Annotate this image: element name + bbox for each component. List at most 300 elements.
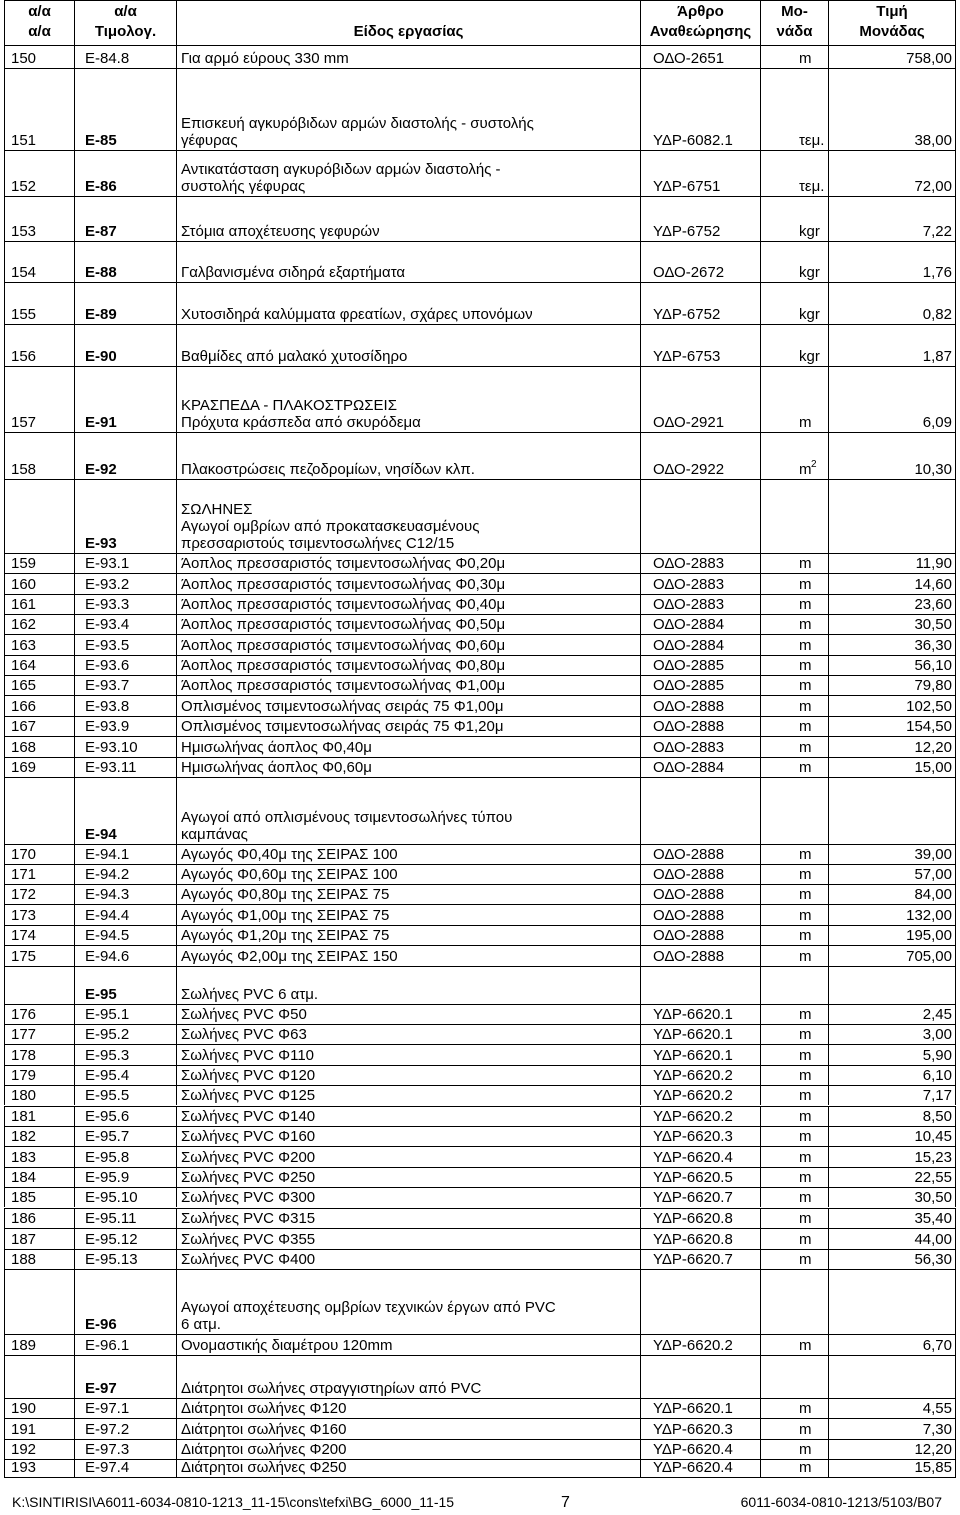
- cell-article: ΥΔΡ-6620.5: [640, 1167, 760, 1187]
- cell-unit: kgr: [760, 196, 828, 241]
- cell-unit: m 2: [760, 432, 828, 479]
- cell-description: Άοπλος πρεσσαριστός τσιμεντοσωλήνας Φ0,20μ: [176, 553, 640, 573]
- cell-description: Ονομαστικής διαμέτρου 120mm: [176, 1334, 640, 1355]
- cell-unit: [760, 1269, 828, 1334]
- cell-price: 7,17: [828, 1085, 956, 1105]
- table-row: [4, 1334, 956, 1355]
- cell-code: Ε-93.8: [74, 695, 176, 716]
- cell-code: Ε-94.5: [74, 925, 176, 945]
- cell-aa: [4, 777, 74, 844]
- cell-aa: 166: [4, 695, 74, 716]
- cell-price: 79,80: [828, 675, 956, 695]
- table-row: [4, 966, 956, 1004]
- cell-aa: 152: [4, 150, 74, 196]
- cell-description: Διάτρητοι σωλήνες Φ160: [176, 1418, 640, 1439]
- cell-aa: 178: [4, 1044, 74, 1065]
- table-row: [4, 1044, 956, 1065]
- table-row: [4, 864, 956, 884]
- cell-unit: m: [760, 884, 828, 904]
- cell-article: ΥΔΡ-6620.7: [640, 1249, 760, 1269]
- table-row: [4, 1418, 956, 1439]
- cell-unit: m: [760, 1044, 828, 1065]
- cell-aa: 165: [4, 675, 74, 695]
- cell-code: Ε-95.8: [74, 1146, 176, 1167]
- cell-unit: m: [760, 594, 828, 614]
- cell-description: Σωλήνες PVC Φ120: [176, 1065, 640, 1085]
- cell-aa: 182: [4, 1126, 74, 1146]
- cell-aa: 151: [4, 68, 74, 150]
- page-number: 7: [561, 1494, 570, 1511]
- cell-code: Ε-97.4: [74, 1459, 176, 1477]
- cell-price: 7,30: [828, 1418, 956, 1439]
- footer-document-ref: 6011-6034-0810-1213/5103/B07: [740, 1494, 942, 1510]
- cell-code: Ε-95.12: [74, 1228, 176, 1249]
- cell-article: ΟΔΟ-2888: [640, 884, 760, 904]
- cell-article: ΥΔΡ-6620.1: [640, 1044, 760, 1065]
- cell-price: 0,82: [828, 282, 956, 324]
- cell-aa: 171: [4, 864, 74, 884]
- cell-description: Αγωγοί από οπλισμένους τσιμεντοσωλήνες τύπου καμπάνας: [176, 777, 640, 844]
- cell-description: Σωλήνες PVC Φ50: [176, 1004, 640, 1024]
- header-unit-price: Τιμή Μονάδας: [828, 0, 956, 45]
- cell-unit: m: [760, 1187, 828, 1207]
- cell-code: Ε-97.2: [74, 1418, 176, 1439]
- cell-description: ΣΩΛΗΝΕΣ Αγωγοί ομβρίων από προκατασκευασμένους πρεσσαριστούς τσιμεντοσωλήνες C12/15: [176, 479, 640, 553]
- cell-unit: m: [760, 736, 828, 757]
- cell-code: Ε-97: [74, 1355, 176, 1398]
- table-row: [4, 695, 956, 716]
- table-row: [4, 844, 956, 864]
- cell-aa: 167: [4, 716, 74, 736]
- cell-article: ΥΔΡ-6620.2: [640, 1085, 760, 1105]
- cell-price: 132,00: [828, 904, 956, 925]
- cell-aa: 160: [4, 573, 74, 594]
- cell-code: Ε-96.1: [74, 1334, 176, 1355]
- cell-code: Ε-94: [74, 777, 176, 844]
- table-row: [4, 241, 956, 282]
- cell-description: Αγωγός Φ2,00μ της ΣΕΙΡΑΣ 150: [176, 945, 640, 966]
- table-row: [4, 904, 956, 925]
- cell-aa: 172: [4, 884, 74, 904]
- cell-code: Ε-93.6: [74, 655, 176, 675]
- cell-description: Αγωγός Φ1,00μ της ΣΕΙΡΑΣ 75: [176, 904, 640, 925]
- cell-price: 23,60: [828, 594, 956, 614]
- cell-description: Διάτρητοι σωλήνες στραγγιστηρίων από PVC: [176, 1355, 640, 1398]
- cell-unit: m: [760, 904, 828, 925]
- cell-unit: m: [760, 695, 828, 716]
- cell-description: Άοπλος πρεσσαριστός τσιμεντοσωλήνας Φ0,80μ: [176, 655, 640, 675]
- cell-description: Αγωγός Φ0,40μ της ΣΕΙΡΑΣ 100: [176, 844, 640, 864]
- cell-code: Ε-95.1: [74, 1004, 176, 1024]
- cell-article: ΥΔΡ-6620.1: [640, 1004, 760, 1024]
- cell-aa: 184: [4, 1167, 74, 1187]
- cell-unit: m: [760, 553, 828, 573]
- cell-description: Σωλήνες PVC Φ250: [176, 1167, 640, 1187]
- cell-price: 11,90: [828, 553, 956, 573]
- cell-description: Βαθμίδες από μαλακό χυτοσίδηρο: [176, 324, 640, 366]
- cell-article: ΥΔΡ-6620.7: [640, 1187, 760, 1207]
- cell-aa: 170: [4, 844, 74, 864]
- cell-code: Ε-93.7: [74, 675, 176, 695]
- cell-description: Άοπλος πρεσσαριστός τσιμεντοσωλήνας Φ0,50μ: [176, 614, 640, 634]
- cell-code: Ε-93.10: [74, 736, 176, 757]
- cell-article: ΟΔΟ-2651: [640, 45, 760, 68]
- cell-article: ΟΔΟ-2888: [640, 716, 760, 736]
- cell-code: Ε-91: [74, 366, 176, 432]
- header-unit: Μο- νάδα: [760, 0, 828, 45]
- cell-price: 57,00: [828, 864, 956, 884]
- cell-description: Αγωγός Φ0,80μ της ΣΕΙΡΑΣ 75: [176, 884, 640, 904]
- cell-article: [640, 1355, 760, 1398]
- cell-unit: m: [760, 45, 828, 68]
- cell-description: Ημισωλήνας άοπλος Φ0,40μ: [176, 736, 640, 757]
- cell-aa: [4, 966, 74, 1004]
- cell-description: Σωλήνες PVC 6 ατμ.: [176, 966, 640, 1004]
- cell-price: 35,40: [828, 1208, 956, 1228]
- cell-price: 6,10: [828, 1065, 956, 1085]
- table-row: [4, 945, 956, 966]
- cell-article: ΥΔΡ-6620.2: [640, 1334, 760, 1355]
- table-row: [4, 614, 956, 634]
- cell-code: Ε-89: [74, 282, 176, 324]
- cell-unit: m: [760, 757, 828, 777]
- cell-description: Διάτρητοι σωλήνες Φ120: [176, 1398, 640, 1418]
- cell-code: Ε-88: [74, 241, 176, 282]
- cell-article: [640, 1269, 760, 1334]
- table-row: [4, 634, 956, 655]
- cell-unit: τεμ.: [760, 68, 828, 150]
- cell-article: ΥΔΡ-6620.3: [640, 1126, 760, 1146]
- cell-article: ΥΔΡ-6620.3: [640, 1418, 760, 1439]
- cell-description: Αγωγοί αποχέτευσης ομβρίων τεχνικών έργων από PVC 6 ατμ.: [176, 1269, 640, 1334]
- table-row: [4, 196, 956, 241]
- cell-unit: m: [760, 1439, 828, 1459]
- cell-code: Ε-94.2: [74, 864, 176, 884]
- table-row: [4, 1439, 956, 1459]
- cell-price: 10,30: [828, 432, 956, 479]
- cell-description: Σωλήνες PVC Φ400: [176, 1249, 640, 1269]
- table-row: [4, 1167, 956, 1187]
- cell-description: Αγωγός Φ1,20μ της ΣΕΙΡΑΣ 75: [176, 925, 640, 945]
- cell-code: Ε-94.4: [74, 904, 176, 925]
- cell-article: ΟΔΟ-2922: [640, 432, 760, 479]
- table-row: [4, 1355, 956, 1398]
- cell-code: Ε-85: [74, 68, 176, 150]
- cell-article: ΥΔΡ-6751: [640, 150, 760, 196]
- cell-unit: m: [760, 1459, 828, 1477]
- cell-description: Σωλήνες PVC Φ200: [176, 1146, 640, 1167]
- table-row: [4, 1398, 956, 1418]
- table-row: [4, 1004, 956, 1024]
- cell-aa: 157: [4, 366, 74, 432]
- cell-price: 38,00: [828, 68, 956, 150]
- cell-article: ΥΔΡ-6752: [640, 282, 760, 324]
- cell-code: Ε-93: [74, 479, 176, 553]
- cell-aa: 169: [4, 757, 74, 777]
- cell-price: 15,85: [828, 1459, 956, 1477]
- cell-price: 2,45: [828, 1004, 956, 1024]
- cell-article: ΟΔΟ-2888: [640, 695, 760, 716]
- cell-code: Ε-87: [74, 196, 176, 241]
- cell-description: Σωλήνες PVC Φ63: [176, 1024, 640, 1044]
- cell-unit: [760, 1355, 828, 1398]
- cell-description: Σωλήνες PVC Φ355: [176, 1228, 640, 1249]
- cell-aa: 173: [4, 904, 74, 925]
- table-row: [4, 1228, 956, 1249]
- cell-price: 12,20: [828, 1439, 956, 1459]
- cell-unit: [760, 777, 828, 844]
- cell-description: Επισκευή αγκυρόβιδων αρμών διαστολής - συστολής γέφυρας: [176, 68, 640, 150]
- cell-article: ΟΔΟ-2883: [640, 573, 760, 594]
- table-row: [4, 150, 956, 196]
- cell-unit: m: [760, 1398, 828, 1418]
- cell-price: 705,00: [828, 945, 956, 966]
- table-row: [4, 1187, 956, 1207]
- cell-unit: m: [760, 1106, 828, 1126]
- cell-unit: m: [760, 1146, 828, 1167]
- cell-unit: kgr: [760, 324, 828, 366]
- table-row: [4, 282, 956, 324]
- cell-description: Σωλήνες PVC Φ315: [176, 1208, 640, 1228]
- cell-article: [640, 777, 760, 844]
- cell-price: 5,90: [828, 1044, 956, 1065]
- cell-aa: 158: [4, 432, 74, 479]
- cell-code: Ε-92: [74, 432, 176, 479]
- cell-article: ΥΔΡ-6620.4: [640, 1146, 760, 1167]
- cell-aa: 163: [4, 634, 74, 655]
- cell-code: Ε-93.9: [74, 716, 176, 736]
- cell-article: ΥΔΡ-6082.1: [640, 68, 760, 150]
- header-revision-article: Άρθρο Αναθεώρησης: [640, 0, 760, 45]
- cell-code: Ε-95.6: [74, 1106, 176, 1126]
- header-aa: α/α α/α: [4, 0, 74, 45]
- cell-article: ΟΔΟ-2888: [640, 844, 760, 864]
- table-row: [4, 1106, 956, 1126]
- cell-article: ΟΔΟ-2883: [640, 594, 760, 614]
- cell-article: ΟΔΟ-2888: [640, 945, 760, 966]
- cell-description: Σωλήνες PVC Φ110: [176, 1044, 640, 1065]
- cell-price: 6,09: [828, 366, 956, 432]
- cell-code: Ε-95: [74, 966, 176, 1004]
- cell-code: Ε-93.11: [74, 757, 176, 777]
- cell-aa: 153: [4, 196, 74, 241]
- cell-description: Οπλισμένος τσιμεντοσωλήνας σειράς 75 Φ1,20μ: [176, 716, 640, 736]
- cell-aa: 191: [4, 1418, 74, 1439]
- cell-aa: 189: [4, 1334, 74, 1355]
- header-work-type: Είδος εργασίας: [176, 0, 640, 45]
- cell-unit: kgr: [760, 282, 828, 324]
- table-row: [4, 1249, 956, 1269]
- cell-article: ΟΔΟ-2884: [640, 614, 760, 634]
- cell-code: Ε-97.1: [74, 1398, 176, 1418]
- table-row: [4, 716, 956, 736]
- cell-price: 30,50: [828, 614, 956, 634]
- cell-aa: 161: [4, 594, 74, 614]
- cell-aa: 155: [4, 282, 74, 324]
- table-row: [4, 324, 956, 366]
- cell-description: Διάτρητοι σωλήνες Φ200: [176, 1439, 640, 1459]
- cell-code: Ε-95.11: [74, 1208, 176, 1228]
- cell-aa: 180: [4, 1085, 74, 1105]
- cell-description: Σωλήνες PVC Φ300: [176, 1187, 640, 1207]
- cell-aa: 175: [4, 945, 74, 966]
- cell-article: ΟΔΟ-2672: [640, 241, 760, 282]
- cell-price: 84,00: [828, 884, 956, 904]
- table-row: [4, 736, 956, 757]
- table-row: [4, 655, 956, 675]
- cell-article: ΥΔΡ-6620.1: [640, 1024, 760, 1044]
- cell-aa: 192: [4, 1439, 74, 1459]
- table-row: [4, 757, 956, 777]
- cell-unit: m: [760, 1065, 828, 1085]
- cell-price: 10,45: [828, 1126, 956, 1146]
- cell-price: 1,76: [828, 241, 956, 282]
- cell-aa: 162: [4, 614, 74, 634]
- cell-price: [828, 479, 956, 553]
- cell-description: ΚΡΑΣΠΕΔΑ - ΠΛΑΚΟΣΤΡΩΣΕΙΣ Πρόχυτα κράσπεδα από σκυρόδεμα: [176, 366, 640, 432]
- cell-aa: 183: [4, 1146, 74, 1167]
- cell-description: Γαλβανισμένα σιδηρά εξαρτήματα: [176, 241, 640, 282]
- cell-aa: 188: [4, 1249, 74, 1269]
- table-row: [4, 594, 956, 614]
- table-row: [4, 884, 956, 904]
- cell-article: ΥΔΡ-6620.4: [640, 1459, 760, 1477]
- cell-article: ΟΔΟ-2888: [640, 925, 760, 945]
- table-row: [4, 1024, 956, 1044]
- cell-price: 56,10: [828, 655, 956, 675]
- cell-code: Ε-95.7: [74, 1126, 176, 1146]
- cell-price: 758,00: [828, 45, 956, 68]
- cell-price: 56,30: [828, 1249, 956, 1269]
- cell-aa: 168: [4, 736, 74, 757]
- cell-description: Διάτρητοι σωλήνες Φ250: [176, 1459, 640, 1477]
- cell-price: [828, 1269, 956, 1334]
- cell-description: Πλακοστρώσεις πεζοδρομίων, νησίδων κλπ.: [176, 432, 640, 479]
- cell-article: ΥΔΡ-6752: [640, 196, 760, 241]
- cell-unit: τεμ.: [760, 150, 828, 196]
- cell-unit: m: [760, 925, 828, 945]
- cell-unit: m: [760, 366, 828, 432]
- cell-price: 8,50: [828, 1106, 956, 1126]
- cell-aa: 186: [4, 1208, 74, 1228]
- cell-unit: m: [760, 844, 828, 864]
- page-footer: [0, 1494, 960, 1514]
- cell-price: 36,30: [828, 634, 956, 655]
- table-row: [4, 366, 956, 432]
- table-row: [4, 553, 956, 573]
- cell-unit: m: [760, 1024, 828, 1044]
- cell-price: 30,50: [828, 1187, 956, 1207]
- cell-article: ΟΔΟ-2883: [640, 553, 760, 573]
- cell-article: ΟΔΟ-2888: [640, 864, 760, 884]
- cell-price: 7,22: [828, 196, 956, 241]
- cell-unit: m: [760, 1228, 828, 1249]
- cell-aa: 154: [4, 241, 74, 282]
- cell-aa: 179: [4, 1065, 74, 1085]
- table-header: [4, 0, 956, 45]
- cell-description: Ημισωλήνας άοπλος Φ0,60μ: [176, 757, 640, 777]
- cell-aa: [4, 1269, 74, 1334]
- cell-price: 3,00: [828, 1024, 956, 1044]
- cell-description: Για αρμό εύρους 330 mm: [176, 45, 640, 68]
- cell-code: Ε-95.10: [74, 1187, 176, 1207]
- cell-code: Ε-95.9: [74, 1167, 176, 1187]
- cell-aa: [4, 1355, 74, 1398]
- cell-article: ΟΔΟ-2885: [640, 675, 760, 695]
- cell-article: [640, 966, 760, 1004]
- table-row: [4, 1126, 956, 1146]
- cell-unit: m: [760, 716, 828, 736]
- cell-price: 72,00: [828, 150, 956, 196]
- cell-description: Σωλήνες PVC Φ125: [176, 1085, 640, 1105]
- cell-aa: 176: [4, 1004, 74, 1024]
- cell-description: Άοπλος πρεσσαριστός τσιμεντοσωλήνας Φ1,00μ: [176, 675, 640, 695]
- cell-unit: [760, 479, 828, 553]
- cell-description: Αγωγός Φ0,60μ της ΣΕΙΡΑΣ 100: [176, 864, 640, 884]
- cell-unit: m: [760, 655, 828, 675]
- cell-aa: 177: [4, 1024, 74, 1044]
- cell-price: 195,00: [828, 925, 956, 945]
- cell-unit: m: [760, 1004, 828, 1024]
- cell-article: [640, 479, 760, 553]
- cell-price: 15,00: [828, 757, 956, 777]
- cell-price: 12,20: [828, 736, 956, 757]
- table-row: [4, 573, 956, 594]
- table-bottom-border: [4, 1477, 956, 1478]
- cell-price: 39,00: [828, 844, 956, 864]
- table-row: [4, 1269, 956, 1334]
- cell-aa: 181: [4, 1106, 74, 1126]
- cell-code: Ε-95.13: [74, 1249, 176, 1269]
- cell-aa: 156: [4, 324, 74, 366]
- cell-unit: m: [760, 1167, 828, 1187]
- cell-price: 102,50: [828, 695, 956, 716]
- cell-article: ΥΔΡ-6620.4: [640, 1439, 760, 1459]
- cell-article: ΥΔΡ-6620.2: [640, 1065, 760, 1085]
- table-row: [4, 1065, 956, 1085]
- cell-code: Ε-94.6: [74, 945, 176, 966]
- cell-code: Ε-86: [74, 150, 176, 196]
- footer-file-path: K:\SINTIRISI\A6011-6034-0810-1213_11-15\cons\tefxi\BG_6000_11-15: [12, 1494, 455, 1510]
- cell-price: 44,00: [828, 1228, 956, 1249]
- header-invoice-aa: α/α Τιμολογ.: [74, 0, 176, 45]
- cell-description: Στόμια αποχέτευσης γεφυρών: [176, 196, 640, 241]
- cell-code: Ε-93.4: [74, 614, 176, 634]
- cell-aa: 150: [4, 45, 74, 68]
- cell-aa: 190: [4, 1398, 74, 1418]
- cell-code: Ε-93.1: [74, 553, 176, 573]
- cell-unit: m: [760, 945, 828, 966]
- cell-article: ΟΔΟ-2884: [640, 634, 760, 655]
- cell-description: Οπλισμένος τσιμεντοσωλήνας σειράς 75 Φ1,00μ: [176, 695, 640, 716]
- cell-description: Άοπλος πρεσσαριστός τσιμεντοσωλήνας Φ0,40μ: [176, 594, 640, 614]
- cell-unit: m: [760, 864, 828, 884]
- cell-price: 4,55: [828, 1398, 956, 1418]
- cell-unit: m: [760, 1334, 828, 1355]
- cell-unit: m: [760, 675, 828, 695]
- cell-price: [828, 777, 956, 844]
- cell-code: Ε-95.5: [74, 1085, 176, 1105]
- cell-unit: kgr: [760, 241, 828, 282]
- table-row: [4, 1146, 956, 1167]
- cell-description: Άοπλος πρεσσαριστός τσιμεντοσωλήνας Φ0,60μ: [176, 634, 640, 655]
- cell-code: Ε-93.5: [74, 634, 176, 655]
- cell-unit: m: [760, 573, 828, 594]
- table-row: [4, 432, 956, 479]
- table-row: [4, 925, 956, 945]
- cell-description: Άοπλος πρεσσαριστός τσιμεντοσωλήνας Φ0,30μ: [176, 573, 640, 594]
- cell-article: ΟΔΟ-2921: [640, 366, 760, 432]
